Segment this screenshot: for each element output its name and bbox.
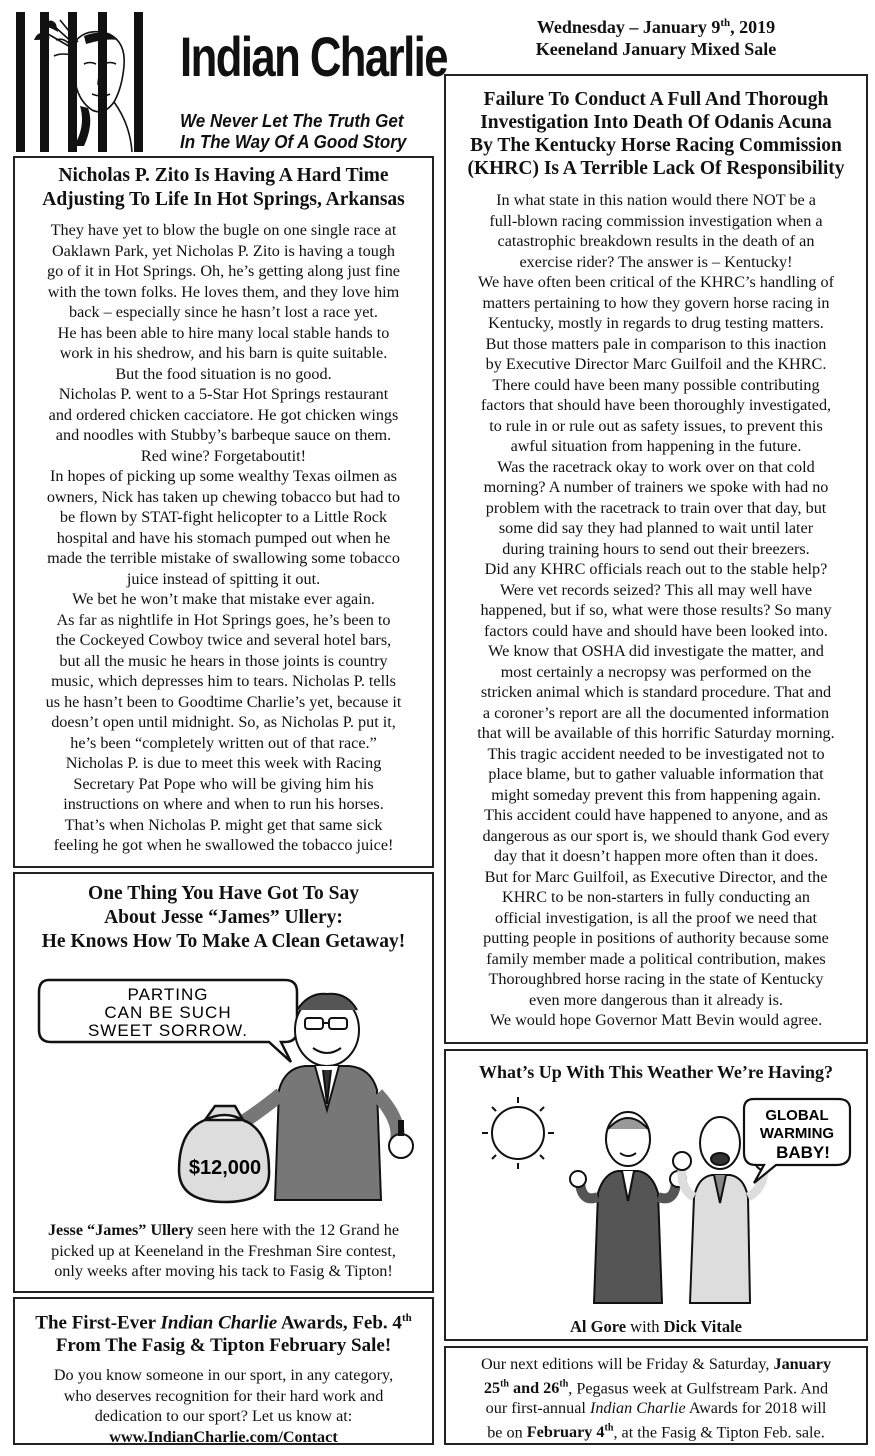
weather-cartoon-box bbox=[444, 1049, 868, 1341]
weather-cartoon-illustration bbox=[458, 1093, 858, 1311]
weather-headline: What’s Up With This Weather We’re Having? bbox=[478, 1062, 834, 1082]
svg-text:$12,000: $12,000 bbox=[188, 1157, 262, 1179]
svg-text:SWEET SORROW.: SWEET SORROW. bbox=[87, 1021, 249, 1040]
svg-text:PARTING: PARTING bbox=[127, 985, 209, 1004]
svg-text:WARMING: WARMING bbox=[759, 1125, 835, 1142]
awards-body: Do you know someone in our sport, in any category, who deserves recognition for their hard work and dedication to our sport? Let us know at: www.IndianCharlie.com/Contact bbox=[53, 1366, 394, 1446]
next-editions-notice bbox=[444, 1346, 868, 1445]
weather-caption: Al Gore with Dick Vitale bbox=[569, 1317, 743, 1336]
ullery-cartoon-illustration bbox=[29, 970, 429, 1210]
ullery-headline: One Thing You Have Got To Say About Jesse “James” Ullery: He Knows How To Make A Clean Getaway! bbox=[41, 883, 406, 952]
zito-article bbox=[13, 156, 434, 868]
awards-headline: The First-Ever Indian Charlie Awards, Feb. 4th From The Fasig & Tipton February Sale! bbox=[35, 1312, 412, 1357]
contact-link[interactable]: www.IndianCharlie.com/Contact bbox=[109, 1427, 338, 1446]
speech-bubble bbox=[39, 980, 297, 1062]
svg-text:BABY!: BABY! bbox=[776, 1143, 830, 1162]
zito-headline: Nicholas P. Zito Is Having A Hard Time Adjusting To Life In Hot Springs, Arkansas bbox=[42, 165, 405, 210]
issue-date: Wednesday – January 9th, 2019 Keeneland January Mixed Sale bbox=[446, 12, 866, 60]
svg-text:GLOBAL: GLOBAL bbox=[765, 1107, 829, 1124]
indian-chief-behind-bars-logo bbox=[14, 6, 164, 154]
awards-announcement bbox=[13, 1297, 434, 1445]
al-gore-caricature bbox=[570, 1112, 686, 1303]
sale-name: Keeneland January Mixed Sale bbox=[535, 39, 777, 59]
masthead-tagline: We Never Let The Truth Get In The Way Of A Good Story bbox=[180, 110, 407, 152]
masthead bbox=[14, 6, 447, 154]
khrc-body: In what state in this nation would there NOT be a full-blown racing commission investigation when a catastrophic breakdown results in the death of an exercise rider? The answer is – Kentucky! We have often been critical of the KHRC’s handling of matters pertaining to how they govern horse racing in Kentucky, mostly in regards to drug testing matters. But those matters pale in comparison to this inaction by Executive Director Marc Guilfoil and the KHRC. There could have been many possible contributing factors that should have been thoroughly investigated, to rule in or rule out as safety issues, to prevent this awful situation from happening in the future. Was the racetrack okay to work over on that cold morning? A number of trainers we spoke with had no problem with the racetrack to train over that day, but some did say they had planned to wait until later during training hours to send out their breezers. Did any KHRC officials reach out to the stable help? Were vet records seized? This all may well have happened, but if so, what were those results? So many factors could have and should have been looked into. We know that OSHA did investigate the matter, and most certainly a necropsy was performed on the stricken animal which is standard procedure. That and a coroner’s report are all the documented information that will be available of this horrific Saturday morning. This tragic accident needed to be investigated not to place blame, but to gather valuable information that might someday prevent this from happening again. This accident could have happened to anyone, and as dangerous as our sport is, we should thank God every day that it doesn’t happen more often than it does. But for Marc Guilfoil, as Executive Director, and the KHRC to be non-starters in fully conducting an official investigation, is all the proof we need that putting people in positions of authority because some family member made a political contribution, makes Thoroughbred horse racing in the state of Kentucky even more dangerous than it already is. We would hope Governor Matt Bevin would agree. bbox=[477, 191, 835, 1029]
svg-text:CAN BE SUCH: CAN BE SUCH bbox=[104, 1003, 232, 1022]
khrc-article bbox=[444, 74, 868, 1044]
zito-body: They have yet to blow the bugle on one single race at Oaklawn Park, yet Nicholas P. Zito is having a tough go of it in Hot Springs. Oh, he’s getting along just fine with the town folks. He loves them, and they love him back – especially since he hasn’t lost a race yet. He has been able to hire many local stable hands to work in his shedrow, and his barn is quite suitable. But the food situation is no good. Nicholas P. went to a 5-Star Hot Springs restaurant and ordered chicken cacciatore. He got chicken wings and noodles with Stubby’s barbeque sauce on them. Red wine? Forgetaboutit! In hopes of picking up some wealthy Texas oilmen as owners, Nick has taken up chewing tobacco but had to be flown by STAT-fight helicopter to a Little Rock hospital and have his stomach pumped out when he made the terrible mistake of swallowing some tobacco juice instead of spitting it out. We bet he won’t make that mistake ever again. As far as nightlife in Hot Springs goes, he’s been to the Cockeyed Cowboy twice and several hotel bars, but all the music he hears in those joints is country music, which depresses him to tears. Nicholas P. tells us he hasn’t been to Goodtime Charlie’s yet, because it doesn’t open until midnight. So, as Nicholas P. put it, he’s been “completely written out of that race.” Nicholas P. is due to meet this week with Racing Secretary Pat Pope who will be giving him his instructions on where and when to run his horses. That’s when Nicholas P. might get that same sick feeling he got when he swallowed the tobacco juice! bbox=[45, 221, 402, 854]
ullery-article bbox=[13, 872, 434, 1293]
sun-icon bbox=[482, 1097, 554, 1169]
ullery-caption: Jesse “James” Ullery seen here with the 12 Grand he picked up at Keeneland in the Freshman Sire contest, only weeks after moving his tack to Fasig & Tipton! bbox=[47, 1221, 400, 1280]
speech-bubble bbox=[744, 1099, 850, 1183]
masthead-title: Indian Charlie bbox=[180, 25, 447, 88]
khrc-headline: Failure To Conduct A Full And Thorough Investigation Into Death Of Odanis Acuna By The Kentucky Horse Racing Commission (KHRC) Is A Terrible Lack Of Responsibility bbox=[467, 89, 845, 179]
next-editions-text: Our next editions will be Friday & Saturday, January 25th and 26th, Pegasus week at Gulfstream Park. And our first-annual Indian Charlie Awards for 2018 will be on February 4th, at the Fasig & Tipton Feb. sale. bbox=[480, 1355, 832, 1442]
